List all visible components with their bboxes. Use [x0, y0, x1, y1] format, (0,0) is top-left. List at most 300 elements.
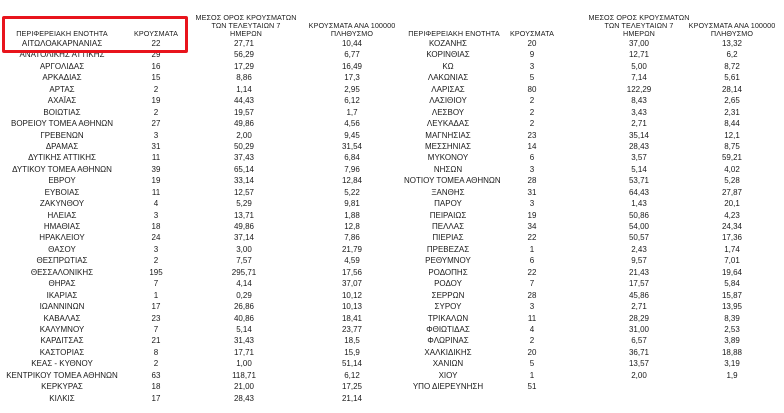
avg7-cell: 27,71 [233, 39, 255, 48]
per100k-cell: 17,3 [344, 73, 360, 83]
per100k-cell: 51,14 [341, 359, 363, 369]
cases-cell: 11 [527, 313, 537, 323]
table-row [0, 141, 392, 152]
avg7-cell: 21,43 [628, 267, 650, 277]
unit-cell: ΒΟΙΩΤΙΑΣ [43, 107, 81, 117]
table-row [0, 335, 392, 346]
cases-cell: 3 [153, 210, 159, 220]
table-row [392, 255, 784, 266]
avg7-cell: 3,43 [631, 107, 647, 117]
table-row [392, 347, 784, 358]
cases-cell: 3 [529, 61, 535, 71]
table-row [0, 370, 392, 381]
per100k-cell: 4,02 [724, 164, 740, 174]
avg7-cell: 0,29 [236, 290, 252, 300]
per100k-cell: 2,31 [724, 107, 740, 117]
unit-cell: ΑΡΤΑΣ [49, 84, 75, 94]
table-row [0, 313, 392, 324]
per100k-cell: 8,44 [724, 119, 740, 129]
unit-cell: ΧΙΟΥ [438, 370, 458, 380]
cases-cell: 51 [527, 382, 537, 392]
per100k-cell: 1,7 [346, 107, 358, 117]
cases-cell: 24 [151, 233, 161, 243]
cases-cell: 8 [153, 347, 159, 357]
cases-cell: 2 [529, 119, 535, 129]
cases-cell: 2 [529, 107, 535, 117]
left-table-body [0, 38, 392, 404]
unit-cell: ΕΥΒΟΙΑΣ [44, 187, 80, 197]
table-row [0, 290, 392, 301]
header-cases: ΚΡΟΥΣΜΑΤΑ [134, 29, 178, 38]
table-row [0, 267, 392, 278]
per100k-cell: 4,59 [344, 256, 360, 266]
avg7-cell: 40,86 [233, 313, 255, 323]
table-row [0, 347, 392, 358]
cases-cell: 5 [529, 359, 535, 369]
table-row [392, 232, 784, 243]
avg7-cell: 2,43 [631, 244, 647, 254]
table-row [392, 221, 784, 232]
unit-cell: ΜΥΚΟΝΟΥ [427, 153, 469, 163]
header-cases: ΚΡΟΥΣΜΑΤΑ [510, 29, 554, 38]
avg7-cell: 8,86 [236, 73, 252, 83]
per100k-cell: 5,28 [724, 176, 740, 186]
table-row [392, 107, 784, 118]
unit-cell: ΘΑΣΟΥ [48, 244, 76, 254]
cases-cell: 195 [149, 267, 163, 277]
unit-cell: ΠΑΡΟΥ [434, 199, 462, 209]
unit-cell: ΔΥΤΙΚΟΥ ΤΟΜΕΑ ΑΘΗΝΩΝ [12, 164, 112, 174]
avg7-cell: 5,14 [631, 164, 647, 174]
cases-cell: 2 [153, 359, 159, 369]
per100k-cell: 7,01 [724, 256, 740, 266]
table-row [0, 381, 392, 392]
avg7-cell: 21,00 [233, 382, 255, 392]
per100k-cell: 13,95 [721, 302, 743, 312]
per100k-cell: 20,1 [724, 199, 740, 209]
per100k-cell: 5,22 [344, 187, 360, 197]
cases-cell: 5 [529, 73, 535, 83]
per100k-cell: 59,21 [721, 153, 743, 163]
table-row [392, 335, 784, 346]
per100k-cell: 23,77 [341, 324, 363, 334]
per100k-cell: 7,86 [344, 233, 360, 243]
per100k-cell: 2,95 [344, 84, 360, 94]
table-row [0, 130, 392, 141]
avg7-cell: 50,29 [233, 141, 255, 151]
avg7-cell: 49,86 [233, 119, 255, 129]
cases-cell: 6 [529, 153, 535, 163]
unit-cell: ΚΑΒΑΛΑΣ [43, 313, 81, 323]
avg7-cell: 35,14 [628, 130, 650, 140]
avg7-cell: 2,71 [631, 302, 647, 312]
cases-cell: 2 [529, 96, 535, 106]
unit-cell: ΓΡΕΒΕΝΩΝ [40, 130, 84, 140]
avg7-cell: 28,29 [628, 313, 650, 323]
unit-cell: ΑΡΓΟΛΙΔΑΣ [39, 61, 85, 71]
per100k-cell: 8,75 [724, 141, 740, 151]
avg7-cell: 31,43 [233, 336, 255, 346]
unit-cell: ΛΑΣΙΘΙΟΥ [429, 96, 467, 106]
table-row [0, 107, 392, 118]
avg7-cell: 37,14 [233, 233, 255, 243]
unit-cell: ΥΠΟ ΔΙΕΡΕΥΝΗΣΗ [412, 382, 484, 392]
avg7-cell: 13,57 [628, 359, 650, 369]
cases-cell: 3 [153, 130, 159, 140]
unit-cell: ΑΙΤΩΛΟΑΚΑΡΝΑΝΙΑΣ [21, 39, 103, 48]
cases-cell: 19 [527, 210, 537, 220]
unit-cell: ΦΛΩΡΙΝΑΣ [427, 336, 469, 346]
avg7-cell: 2,00 [236, 130, 252, 140]
cases-cell: 11 [151, 153, 161, 163]
cases-cell: 63 [151, 370, 161, 380]
avg7-cell: 8,43 [631, 96, 647, 106]
table-row [392, 210, 784, 221]
left-table [0, 0, 396, 404]
cases-cell: 2 [529, 336, 535, 346]
unit-cell: ΚΑΣΤΟΡΙΑΣ [39, 347, 85, 357]
cases-cell: 21 [151, 336, 161, 346]
table-row [392, 49, 784, 60]
table-row [0, 152, 392, 163]
table-row [392, 152, 784, 163]
avg7-cell: 12,71 [628, 50, 650, 60]
unit-cell: ΚΟΖΑΝΗΣ [428, 39, 468, 48]
table-row [392, 278, 784, 289]
per100k-cell: 16,49 [341, 61, 363, 71]
cases-cell: 1 [153, 290, 159, 300]
per100k-cell: 6,12 [344, 370, 360, 380]
cases-cell: 19 [151, 176, 161, 186]
table-row [0, 278, 392, 289]
per100k-cell: 1,74 [724, 244, 740, 254]
avg7-cell: 53,71 [628, 176, 650, 186]
cases-cell: 16 [151, 61, 161, 71]
table-row [392, 301, 784, 312]
table-row [0, 164, 392, 175]
avg7-cell: 1,00 [236, 359, 252, 369]
unit-cell: ΑΡΚΑΔΙΑΣ [42, 73, 82, 83]
table-row [392, 267, 784, 278]
avg7-cell: 9,57 [631, 256, 647, 266]
unit-cell: ΚΟΡΙΝΘΙΑΣ [426, 50, 470, 60]
avg7-cell: 49,86 [233, 222, 255, 231]
cases-cell: 22 [151, 39, 161, 48]
table-row [0, 232, 392, 243]
table-row [392, 381, 784, 392]
avg7-cell: 3,00 [236, 244, 252, 254]
table-row [0, 324, 392, 335]
cases-cell: 11 [151, 187, 161, 197]
per100k-cell: 17,56 [341, 267, 363, 277]
avg7-cell: 5,00 [631, 61, 647, 71]
header-unit: ΠΕΡΙΦΕΡΕΙΑΚΗ ΕΝΟΤΗΤΑ [408, 29, 500, 38]
unit-cell: ΠΕΙΡΑΙΩΣ [429, 210, 467, 220]
per100k-cell: 6,2 [726, 50, 738, 60]
header-avg7: ΜΕΣΟΣ ΟΡΟΣ ΚΡΟΥΣΜΑΤΩΝ ΤΩΝ ΤΕΛΕΥΤΑΙΩΝ 7 ΗΜΕΡΩΝ [588, 13, 690, 38]
avg7-cell: 54,00 [628, 222, 650, 231]
unit-cell: ΗΜΑΘΙΑΣ [43, 222, 81, 231]
per100k-cell: 24,34 [721, 222, 743, 231]
unit-cell: ΗΛΕΙΑΣ [47, 210, 77, 220]
per100k-cell: 12,84 [341, 176, 363, 186]
cases-cell: 28 [527, 290, 537, 300]
table-row [0, 95, 392, 106]
unit-cell: ΠΙΕΡΙΑΣ [432, 233, 464, 243]
table-row [0, 72, 392, 83]
unit-cell: ΣΥΡΟΥ [434, 302, 462, 312]
table-row [392, 130, 784, 141]
table-row [392, 95, 784, 106]
unit-cell: ΒΟΡΕΙΟΥ ΤΟΜΕΑ ΑΘΗΝΩΝ [10, 119, 114, 129]
cases-cell: 6 [529, 256, 535, 266]
unit-cell: ΚΕΡΚΥΡΑΣ [41, 382, 83, 392]
header-per100k: ΚΡΟΥΣΜΑΤΑ ΑΝΑ 100000 ΠΛΗΘΥΣΜΟ [688, 21, 776, 38]
table-row [392, 61, 784, 72]
table-row [0, 244, 392, 255]
cases-cell: 14 [527, 141, 537, 151]
table-row [392, 38, 784, 49]
cases-cell: 31 [527, 187, 537, 197]
cases-cell: 29 [151, 50, 161, 60]
header-unit: ΠΕΡΙΦΕΡΕΙΑΚΗ ΕΝΟΤΗΤΑ [16, 29, 108, 38]
unit-cell: ΕΒΡΟΥ [48, 176, 76, 186]
highlight-box [2, 16, 188, 53]
avg7-cell: 4,14 [236, 279, 252, 289]
cases-cell: 34 [527, 222, 537, 231]
per100k-cell: 13,32 [721, 39, 743, 48]
table-row [392, 313, 784, 324]
table-row [0, 118, 392, 129]
avg7-cell: 36,71 [628, 347, 650, 357]
avg7-cell: 1,14 [236, 84, 252, 94]
unit-cell: ΞΑΝΘΗΣ [431, 187, 465, 197]
unit-cell: ΧΑΛΚΙΔΙΚΗΣ [424, 347, 472, 357]
avg7-cell: 118,71 [232, 370, 256, 380]
cases-cell: 7 [529, 279, 535, 289]
per100k-cell: 17,25 [341, 382, 363, 392]
per100k-cell: 18,5 [344, 336, 360, 346]
table-row [0, 187, 392, 198]
unit-cell: ΙΚΑΡΙΑΣ [46, 290, 78, 300]
cases-cell: 80 [527, 84, 537, 94]
per100k-cell: 10,44 [341, 39, 363, 48]
table-row [0, 175, 392, 186]
unit-cell: ΛΑΚΩΝΙΑΣ [427, 73, 469, 83]
avg7-cell: 6,57 [631, 336, 647, 346]
cases-cell: 1 [529, 370, 535, 380]
unit-cell: ΑΝΑΤΟΛΙΚΗΣ ΑΤΤΙΚΗΣ [19, 50, 105, 60]
unit-cell: ΤΡΙΚΑΛΩΝ [427, 313, 469, 323]
per100k-cell: 28,14 [721, 84, 743, 94]
per100k-cell: 19,64 [721, 267, 743, 277]
unit-cell: ΚΩ [442, 61, 454, 71]
unit-cell: ΣΕΡΡΩΝ [431, 290, 465, 300]
table-row [0, 198, 392, 209]
unit-cell: ΡΟΔΟΠΗΣ [428, 267, 468, 277]
cases-cell: 9 [529, 50, 535, 60]
table-row [392, 141, 784, 152]
per100k-cell: 10,13 [341, 302, 363, 312]
table-row [0, 358, 392, 369]
table-row [392, 72, 784, 83]
unit-cell: ΛΕΣΒΟΥ [431, 107, 465, 117]
avg7-cell: 2,71 [631, 119, 647, 129]
cases-cell: 20 [527, 39, 537, 48]
unit-cell: ΚΑΛΥΜΝΟΥ [39, 324, 85, 334]
table-row [392, 290, 784, 301]
cases-cell: 28 [527, 176, 537, 186]
per100k-cell: 17,36 [721, 233, 743, 243]
unit-cell: ΛΑΡΙΣΑΣ [431, 84, 465, 94]
avg7-cell: 122,29 [626, 84, 652, 94]
table-row [0, 255, 392, 266]
table-row [0, 61, 392, 72]
per100k-cell: 6,77 [344, 50, 360, 60]
avg7-cell: 7,57 [236, 256, 252, 266]
avg7-cell: 37,43 [233, 153, 255, 163]
right-table [392, 0, 784, 393]
per100k-cell: 4,23 [724, 210, 740, 220]
avg7-cell: 64,43 [628, 187, 650, 197]
avg7-cell: 7,14 [631, 73, 647, 83]
unit-cell: ΙΩΑΝΝΙΝΩΝ [39, 302, 85, 312]
unit-cell: ΚΕΝΤΡΙΚΟΥ ΤΟΜΕΑ ΑΘΗΝΩΝ [6, 370, 118, 380]
per100k-cell: 18,41 [341, 313, 363, 323]
avg7-cell: 17,57 [628, 279, 650, 289]
cases-cell: 18 [151, 222, 161, 231]
per100k-cell: 37,07 [341, 279, 363, 289]
per100k-cell: 9,81 [344, 199, 360, 209]
table-row [0, 210, 392, 221]
avg7-cell: 28,43 [233, 393, 255, 403]
unit-cell: ΦΘΙΩΤΙΔΑΣ [426, 324, 470, 334]
per100k-cell: 5,84 [724, 279, 740, 289]
cases-cell: 31 [151, 141, 161, 151]
cases-cell: 19 [151, 96, 161, 106]
per100k-cell: 1,88 [344, 210, 360, 220]
unit-cell: ΗΡΑΚΛΕΙΟΥ [39, 233, 85, 243]
avg7-cell: 12,57 [233, 187, 255, 197]
cases-cell: 2 [153, 256, 159, 266]
cases-cell: 23 [151, 313, 161, 323]
cases-cell: 15 [151, 73, 161, 83]
table-row [0, 301, 392, 312]
table-row [0, 84, 392, 95]
cases-cell: 3 [529, 302, 535, 312]
table-row [392, 164, 784, 175]
per100k-cell: 18,88 [721, 347, 743, 357]
avg7-cell: 5,29 [236, 199, 252, 209]
per100k-cell: 21,14 [341, 393, 363, 403]
unit-cell: ΡΟΔΟΥ [434, 279, 462, 289]
per100k-cell: 31,54 [341, 141, 363, 151]
avg7-cell: 17,71 [233, 347, 255, 357]
table-row [392, 175, 784, 186]
avg7-cell: 56,29 [233, 50, 255, 60]
table-row [392, 324, 784, 335]
cases-cell: 2 [153, 107, 159, 117]
avg7-cell: 45,86 [628, 290, 650, 300]
unit-cell: ΜΑΓΝΗΣΙΑΣ [425, 130, 471, 140]
avg7-cell: 44,43 [233, 96, 255, 106]
per100k-cell: 12,8 [344, 222, 360, 231]
cases-cell: 18 [151, 382, 161, 392]
table-row [0, 393, 392, 404]
cases-cell: 3 [529, 199, 535, 209]
table-row [392, 358, 784, 369]
cases-cell: 17 [151, 302, 161, 312]
cases-cell: 3 [153, 244, 159, 254]
unit-cell: ΘΕΣΠΡΩΤΙΑΣ [36, 256, 88, 266]
cases-cell: 22 [527, 233, 537, 243]
cases-cell: 4 [153, 199, 159, 209]
right-table-header [392, 0, 784, 38]
per100k-cell: 15,87 [721, 290, 743, 300]
avg7-cell: 3,57 [631, 153, 647, 163]
per100k-cell: 10,12 [341, 290, 363, 300]
per100k-cell: 8,72 [724, 61, 740, 71]
avg7-cell: 17,29 [233, 61, 255, 71]
avg7-cell: 5,14 [236, 324, 252, 334]
per100k-cell: 1,9 [726, 370, 738, 380]
avg7-cell: 28,43 [628, 141, 650, 151]
avg7-cell: 2,00 [631, 370, 647, 380]
per100k-cell: 3,89 [724, 336, 740, 346]
unit-cell: ΝΟΤΙΟΥ ΤΟΜΕΑ ΑΘΗΝΩΝ [404, 176, 501, 186]
avg7-cell: 50,86 [628, 210, 650, 220]
cases-cell: 23 [527, 130, 537, 140]
table-row [392, 84, 784, 95]
cases-cell: 20 [527, 347, 537, 357]
cases-cell: 4 [529, 324, 535, 334]
per100k-cell: 6,12 [344, 96, 360, 106]
unit-cell: ΛΕΥΚΑΔΑΣ [426, 119, 470, 129]
table-row [392, 370, 784, 381]
unit-cell: ΚΑΡΔΙΤΣΑΣ [40, 336, 84, 346]
per100k-cell: 21,79 [341, 244, 363, 254]
table-row [0, 221, 392, 232]
unit-cell: ΜΕΣΣΗΝΙΑΣ [425, 141, 471, 151]
unit-cell: ΠΕΛΛΑΣ [431, 222, 465, 231]
cases-cell: 3 [529, 164, 535, 174]
per100k-cell: 27,87 [721, 187, 743, 197]
header-per100k: ΚΡΟΥΣΜΑΤΑ ΑΝΑ 100000 ΠΛΗΘΥΣΜΟ [308, 21, 396, 38]
avg7-cell: 37,00 [628, 39, 650, 48]
right-table-body [392, 38, 784, 393]
avg7-cell: 19,57 [233, 107, 255, 117]
unit-cell: ΝΗΣΩΝ [433, 164, 463, 174]
table-row [392, 244, 784, 255]
table-row [392, 187, 784, 198]
table-row [392, 198, 784, 209]
header-avg7: ΜΕΣΟΣ ΟΡΟΣ ΚΡΟΥΣΜΑΤΩΝ ΤΩΝ ΤΕΛΕΥΤΑΙΩΝ 7 ΗΜΕΡΩΝ [195, 13, 297, 38]
unit-cell: ΚΙΛΚΙΣ [49, 393, 75, 403]
avg7-cell: 1,43 [631, 199, 647, 209]
per100k-cell: 15,9 [344, 347, 360, 357]
per100k-cell: 7,96 [344, 164, 360, 174]
table-row [392, 118, 784, 129]
unit-cell: ΠΡΕΒΕΖΑΣ [426, 244, 470, 254]
cases-cell: 17 [151, 393, 161, 403]
cases-cell: 1 [529, 244, 535, 254]
unit-cell: ΑΧΑΪΑΣ [47, 96, 77, 106]
cases-cell: 2 [153, 84, 159, 94]
per100k-cell: 2,53 [724, 324, 740, 334]
avg7-cell: 26,86 [233, 302, 255, 312]
per100k-cell: 3,19 [724, 359, 740, 369]
per100k-cell: 8,39 [724, 313, 740, 323]
